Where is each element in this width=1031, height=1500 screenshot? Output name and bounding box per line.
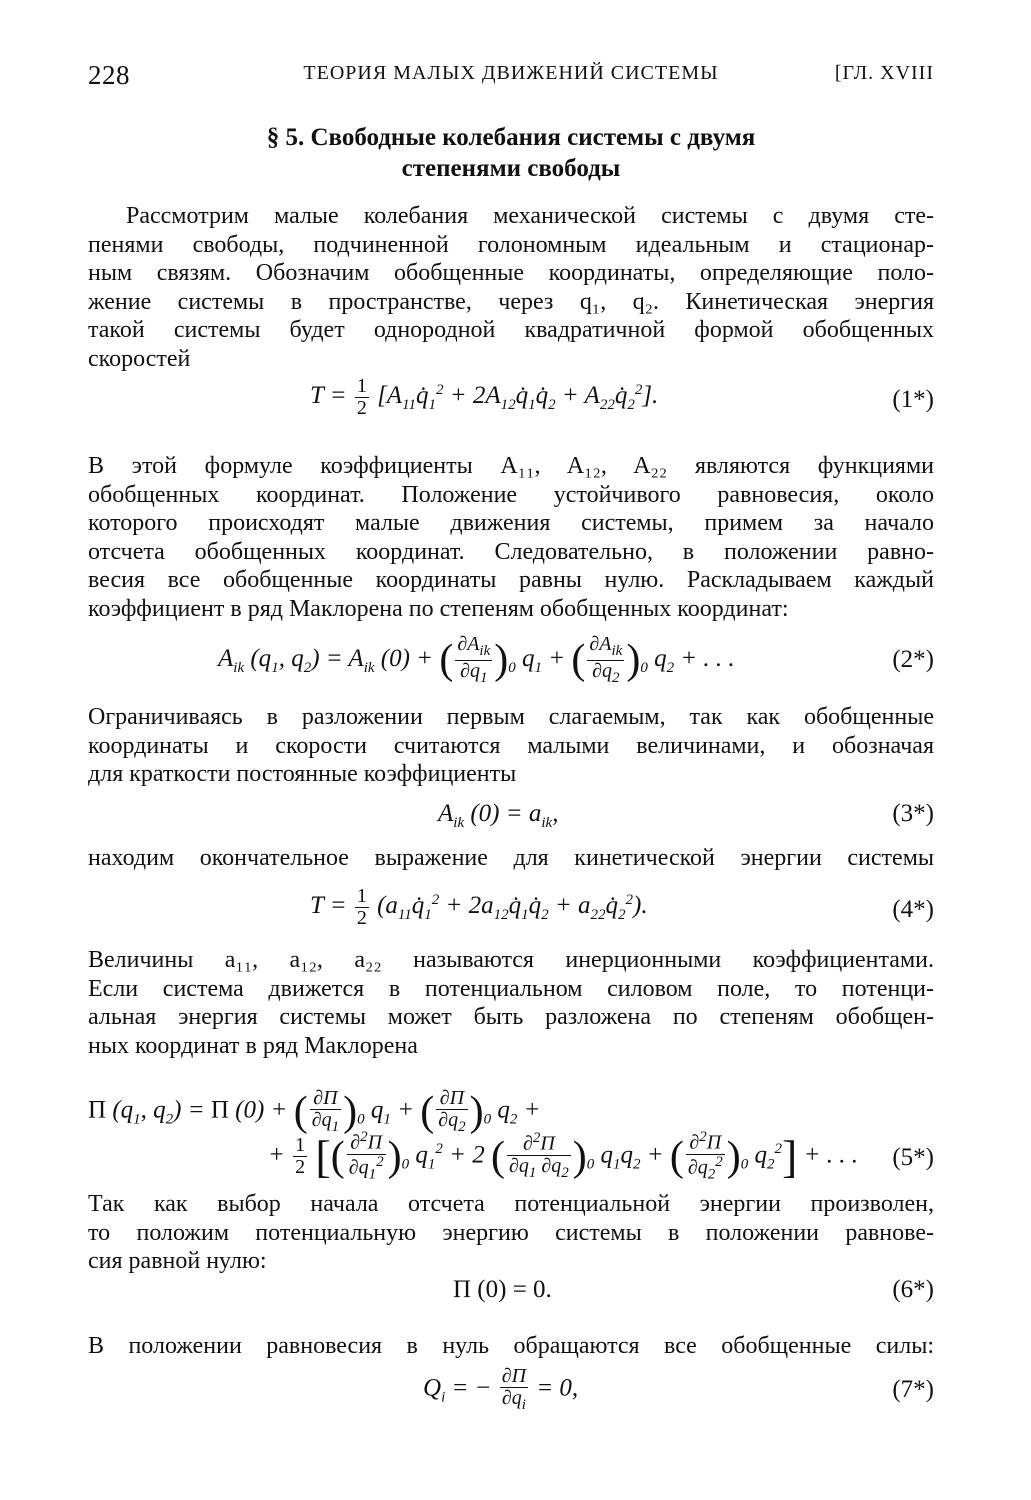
text-line: скоростей	[88, 345, 191, 372]
text-line: сия равной нулю:	[88, 1248, 267, 1275]
text-line: ным связям. Обозначим обобщенные координаты, определяющие поло-	[88, 260, 934, 287]
paragraph-constant-coefficients	[88, 703, 934, 789]
text-line: такой системы будет однородной квадратичной формой обобщенных	[88, 317, 934, 344]
equation-number: (7*)	[892, 1376, 934, 1403]
section-title-line-1: § 5. Свободные колебания системы с двумя	[266, 124, 756, 151]
page-number: 228	[88, 60, 130, 90]
text-line: жение системы в пространстве, через q₁, q₂. Кинетическая энергия	[88, 288, 934, 315]
paragraph-potential-origin	[88, 1190, 934, 1276]
section-title	[88, 122, 934, 184]
section-title-line-2: степенями свободы	[401, 155, 621, 182]
equation-number: (3*)	[892, 800, 934, 827]
text-line: коэффициент в ряд Маклорена по степеням обобщенных координат:	[88, 595, 789, 622]
text-line: альная энергия системы может быть разложена по степеням обобщен-	[88, 1004, 934, 1031]
text-line: то положим потенциальную энергию системы в положении равнове-	[88, 1219, 934, 1246]
equation-2: $A_{ik}$ ($q_1$, $q_2) = A_{ik}$ (0) + ( $\frac{\partial A_{ik}}{\partial q_1}$ )$_0$ $q_1$ + ( $\frac{\partial A_{ik}}{\partial q_2}$ )$_0$ $q_2$ + . . . (2*)	[218, 633, 934, 686]
text-line: отсчета обобщенных координат. Следовательно, в положении равно-	[88, 538, 934, 565]
equation-number: (5*)	[892, 1144, 934, 1171]
text-line: Если система движется в потенциальном силовом поле, то потенци-	[88, 975, 934, 1002]
equation-6: Π (0) = 0. (6*)	[453, 1276, 934, 1303]
text-line: В этой формуле коэффициенты A₁₁, A₁₂, A₂₂ являются функциями	[88, 453, 934, 479]
text-line: находим окончательное выражение для кинетической энергии системы	[88, 845, 934, 871]
paragraph-kinetic-energy	[88, 844, 934, 873]
equation-4: T = $\frac{1}{2}$ ($a_{11}q̇_1^2$ + $2a_{12}q̇_1q̇_2$ + $a_{22}q̇_2^2$). (4*)	[310, 885, 934, 929]
text-line: которого происходят малые движения системы, примем за начало	[88, 510, 934, 537]
equation-7: $Q_i$ = − $\frac{\partial\Pi}{\partial q_i}$ = 0, (7*)	[423, 1365, 934, 1413]
text-line: Так как выбор начала отсчета потенциальной энергии произволен,	[88, 1191, 934, 1217]
paragraph-intro	[88, 202, 934, 374]
equation-3: $A_{ik}$ $(0) = a_{ik}$, (3*)	[438, 800, 934, 831]
running-header	[88, 60, 934, 94]
text-line: пенями свободы, подчиненной голономным идеальным и стационар-	[88, 231, 934, 258]
equation-number: (6*)	[892, 1276, 934, 1303]
equation-number: (2*)	[892, 646, 934, 673]
equation-1: T = $\frac{1}{2}$ [$A_{11}q̇_1^2$ + $2A_{12}q̇_1q̇_2$ + $A_{22}q̇_2^2$]. (1*)	[310, 375, 934, 419]
paragraph-generalized-forces	[88, 1332, 934, 1361]
text-line: В положении равновесия в нуль обращаются все обобщенные силы:	[88, 1333, 934, 1359]
text-line: обобщенных координат. Положение устойчивого равновесия, около	[88, 481, 934, 508]
paragraph-coefficients	[88, 452, 934, 624]
equation-number: (4*)	[892, 896, 934, 923]
text-line: для краткости постоянные коэффициенты	[88, 761, 517, 788]
text-line: Величины a₁₁, a₁₂, a₂₂ называются инерционными коэффициентами.	[88, 947, 934, 973]
equation-number: (1*)	[892, 386, 934, 413]
chapter-label: [ГЛ. XVIII	[834, 62, 934, 84]
text-line: ных координат в ряд Маклорена	[88, 1032, 418, 1059]
equation-5-line-2: + $\frac{1}{2}$ [( $\frac{\partial^2\Pi}{\partial q_1^2}$ )$_0$ $q_1^2 + 2$ ( $\frac{\partial^2\Pi}{\partial q_1 \partial q_2}$ )$_0$ $q_1q_2$ + ( $\frac{\partial^2\Pi}{\partial q_2^2}$ )$_0$ $q_2^2$] + . . . (5*)	[268, 1129, 934, 1183]
text-line: весия все обобщенные координаты равны нулю. Раскладываем каждый	[88, 567, 934, 594]
paragraph-inertia-coefficients	[88, 946, 934, 1060]
equation-5-line-1: Π ($q_1$, $q_2) = \Pi$ (0) + ( $\frac{\partial\Pi}{\partial q_1}$ )$_0$ $q_1$ + ( $\frac{\partial\Pi}{\partial q_2}$ )$_0$ $q_2$ +	[88, 1087, 541, 1135]
text-line: Ограничиваясь в разложении первым слагаемым, так как обобщенные	[88, 704, 934, 730]
text-line: Рассмотрим малые колебания механической системы с двумя сте-	[126, 203, 934, 229]
running-title: ТЕОРИЯ МАЛЫХ ДВИЖЕНИЙ СИСТЕМЫ	[303, 62, 719, 84]
text-line: координаты и скорости считаются малыми величинами, и обозначая	[88, 732, 934, 759]
